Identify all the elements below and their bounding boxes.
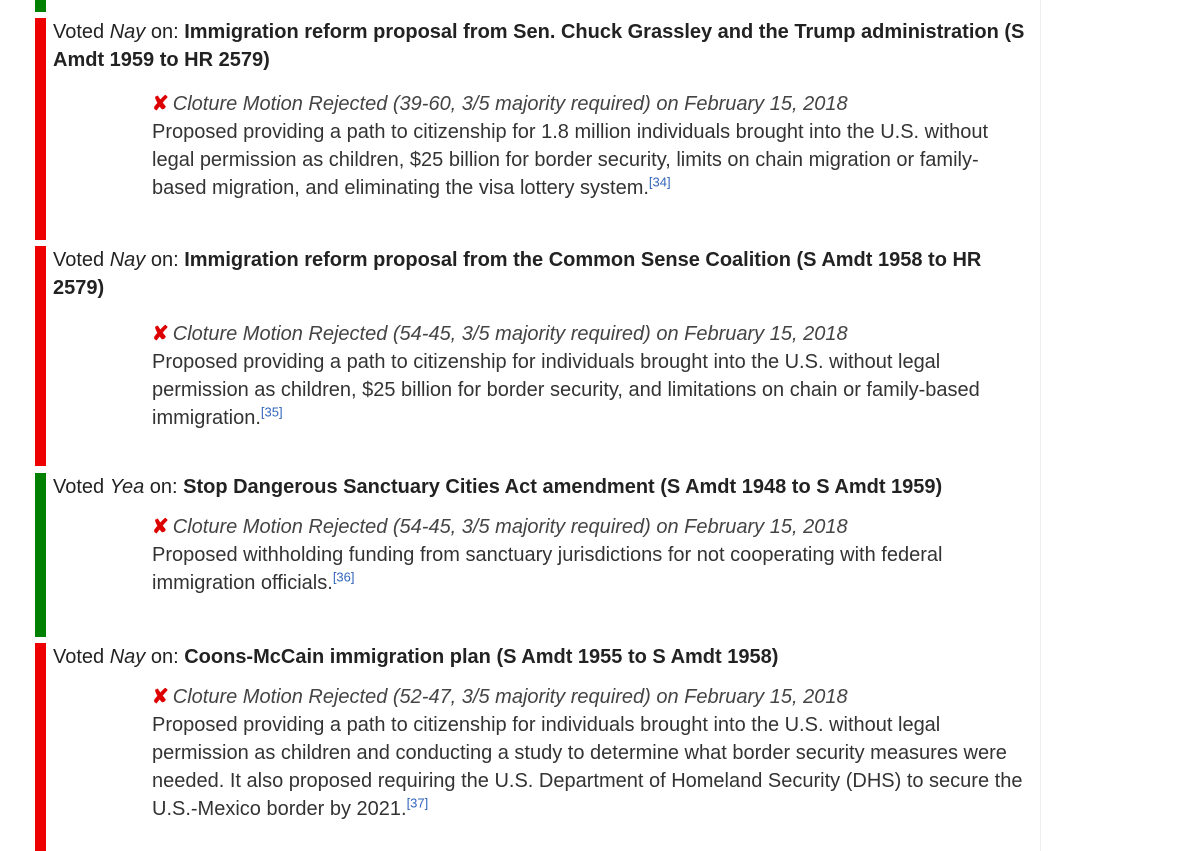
vote-prefix: Voted bbox=[53, 249, 110, 271]
rejected-x-icon: ✘ bbox=[152, 516, 169, 538]
measure-title: Immigration reform proposal from Sen. Chuck Grassley and the Trump administration (S Amdt 1959 to HR 2579) bbox=[53, 21, 1025, 71]
measure-description bbox=[152, 541, 1032, 597]
vote-value: Nay bbox=[109, 249, 146, 271]
vote-on: on: bbox=[145, 249, 185, 271]
vote-result bbox=[152, 320, 1032, 348]
vote-prefix: Voted bbox=[53, 476, 110, 498]
measure-description bbox=[152, 118, 1032, 202]
vote-prefix: Voted bbox=[53, 21, 110, 43]
description-text: Proposed withholding funding from sanctuary jurisdictions for not cooperating with federal immigration officials. bbox=[152, 544, 943, 594]
vote-heading bbox=[53, 643, 1028, 671]
measure-title: Stop Dangerous Sanctuary Cities Act amendment (S Amdt 1948 to S Amdt 1959) bbox=[183, 476, 943, 498]
measure-title: Coons-McCain immigration plan (S Amdt 1955 to S Amdt 1958) bbox=[184, 646, 779, 668]
description-text: Proposed providing a path to citizenship for individuals brought into the U.S. without legal permission as children and conducting a study to determine what border security measures were needed. It also proposed requiring the U.S. Department of Homeland Security (DHS) to secure the U.S.-Mexico border by 2021. bbox=[152, 714, 1023, 820]
result-text: Cloture Motion Rejected (52-47, 3/5 majority required) on February 15, 2018 bbox=[172, 686, 848, 708]
vote-details bbox=[152, 320, 1032, 432]
rejected-x-icon: ✘ bbox=[152, 323, 169, 345]
rejected-x-icon: ✘ bbox=[152, 686, 169, 708]
previous-vote-bar bbox=[35, 0, 46, 12]
vote-value: Nay bbox=[109, 21, 146, 43]
citation-link[interactable]: [34] bbox=[648, 174, 671, 190]
vote-entry bbox=[35, 643, 1035, 851]
vote-result bbox=[152, 513, 1032, 541]
vote-entry bbox=[35, 18, 1035, 240]
vote-on: on: bbox=[144, 476, 184, 498]
vote-value: Nay bbox=[109, 646, 146, 668]
measure-description bbox=[152, 348, 1032, 432]
vote-details bbox=[152, 90, 1032, 202]
vote-entry bbox=[35, 473, 1035, 637]
vote-prefix: Voted bbox=[53, 646, 110, 668]
result-text: Cloture Motion Rejected (54-45, 3/5 majority required) on February 15, 2018 bbox=[172, 516, 848, 538]
measure-description bbox=[152, 711, 1032, 823]
measure-title: Immigration reform proposal from the Common Sense Coalition (S Amdt 1958 to HR 2579) bbox=[53, 249, 982, 299]
vote-details bbox=[152, 683, 1032, 823]
vote-result bbox=[152, 90, 1032, 118]
content-right-border bbox=[1040, 0, 1041, 851]
citation-link[interactable]: [36] bbox=[332, 569, 355, 585]
result-text: Cloture Motion Rejected (54-45, 3/5 majority required) on February 15, 2018 bbox=[172, 323, 848, 345]
vote-value: Yea bbox=[109, 476, 145, 498]
vote-entry bbox=[35, 246, 1035, 466]
vote-result bbox=[152, 683, 1032, 711]
vote-heading bbox=[53, 246, 1028, 302]
vote-heading bbox=[53, 18, 1028, 74]
result-text: Cloture Motion Rejected (39-60, 3/5 majority required) on February 15, 2018 bbox=[172, 93, 848, 115]
vote-on: on: bbox=[145, 21, 185, 43]
citation-link[interactable]: [35] bbox=[260, 404, 283, 420]
rejected-x-icon: ✘ bbox=[152, 93, 169, 115]
vote-heading bbox=[53, 473, 1028, 501]
citation-link[interactable]: [37] bbox=[406, 795, 429, 811]
description-text: Proposed providing a path to citizenship for 1.8 million individuals brought into the U.S. without legal permission as children, $25 billion for border security, limits on chain migration or family-based migration, and eliminating the visa lottery system. bbox=[152, 121, 989, 199]
vote-on: on: bbox=[145, 646, 185, 668]
vote-details bbox=[152, 513, 1032, 597]
description-text: Proposed providing a path to citizenship for individuals brought into the U.S. without legal permission as children, $25 billion for border security, and limitations on chain or family-based immigration. bbox=[152, 351, 980, 429]
